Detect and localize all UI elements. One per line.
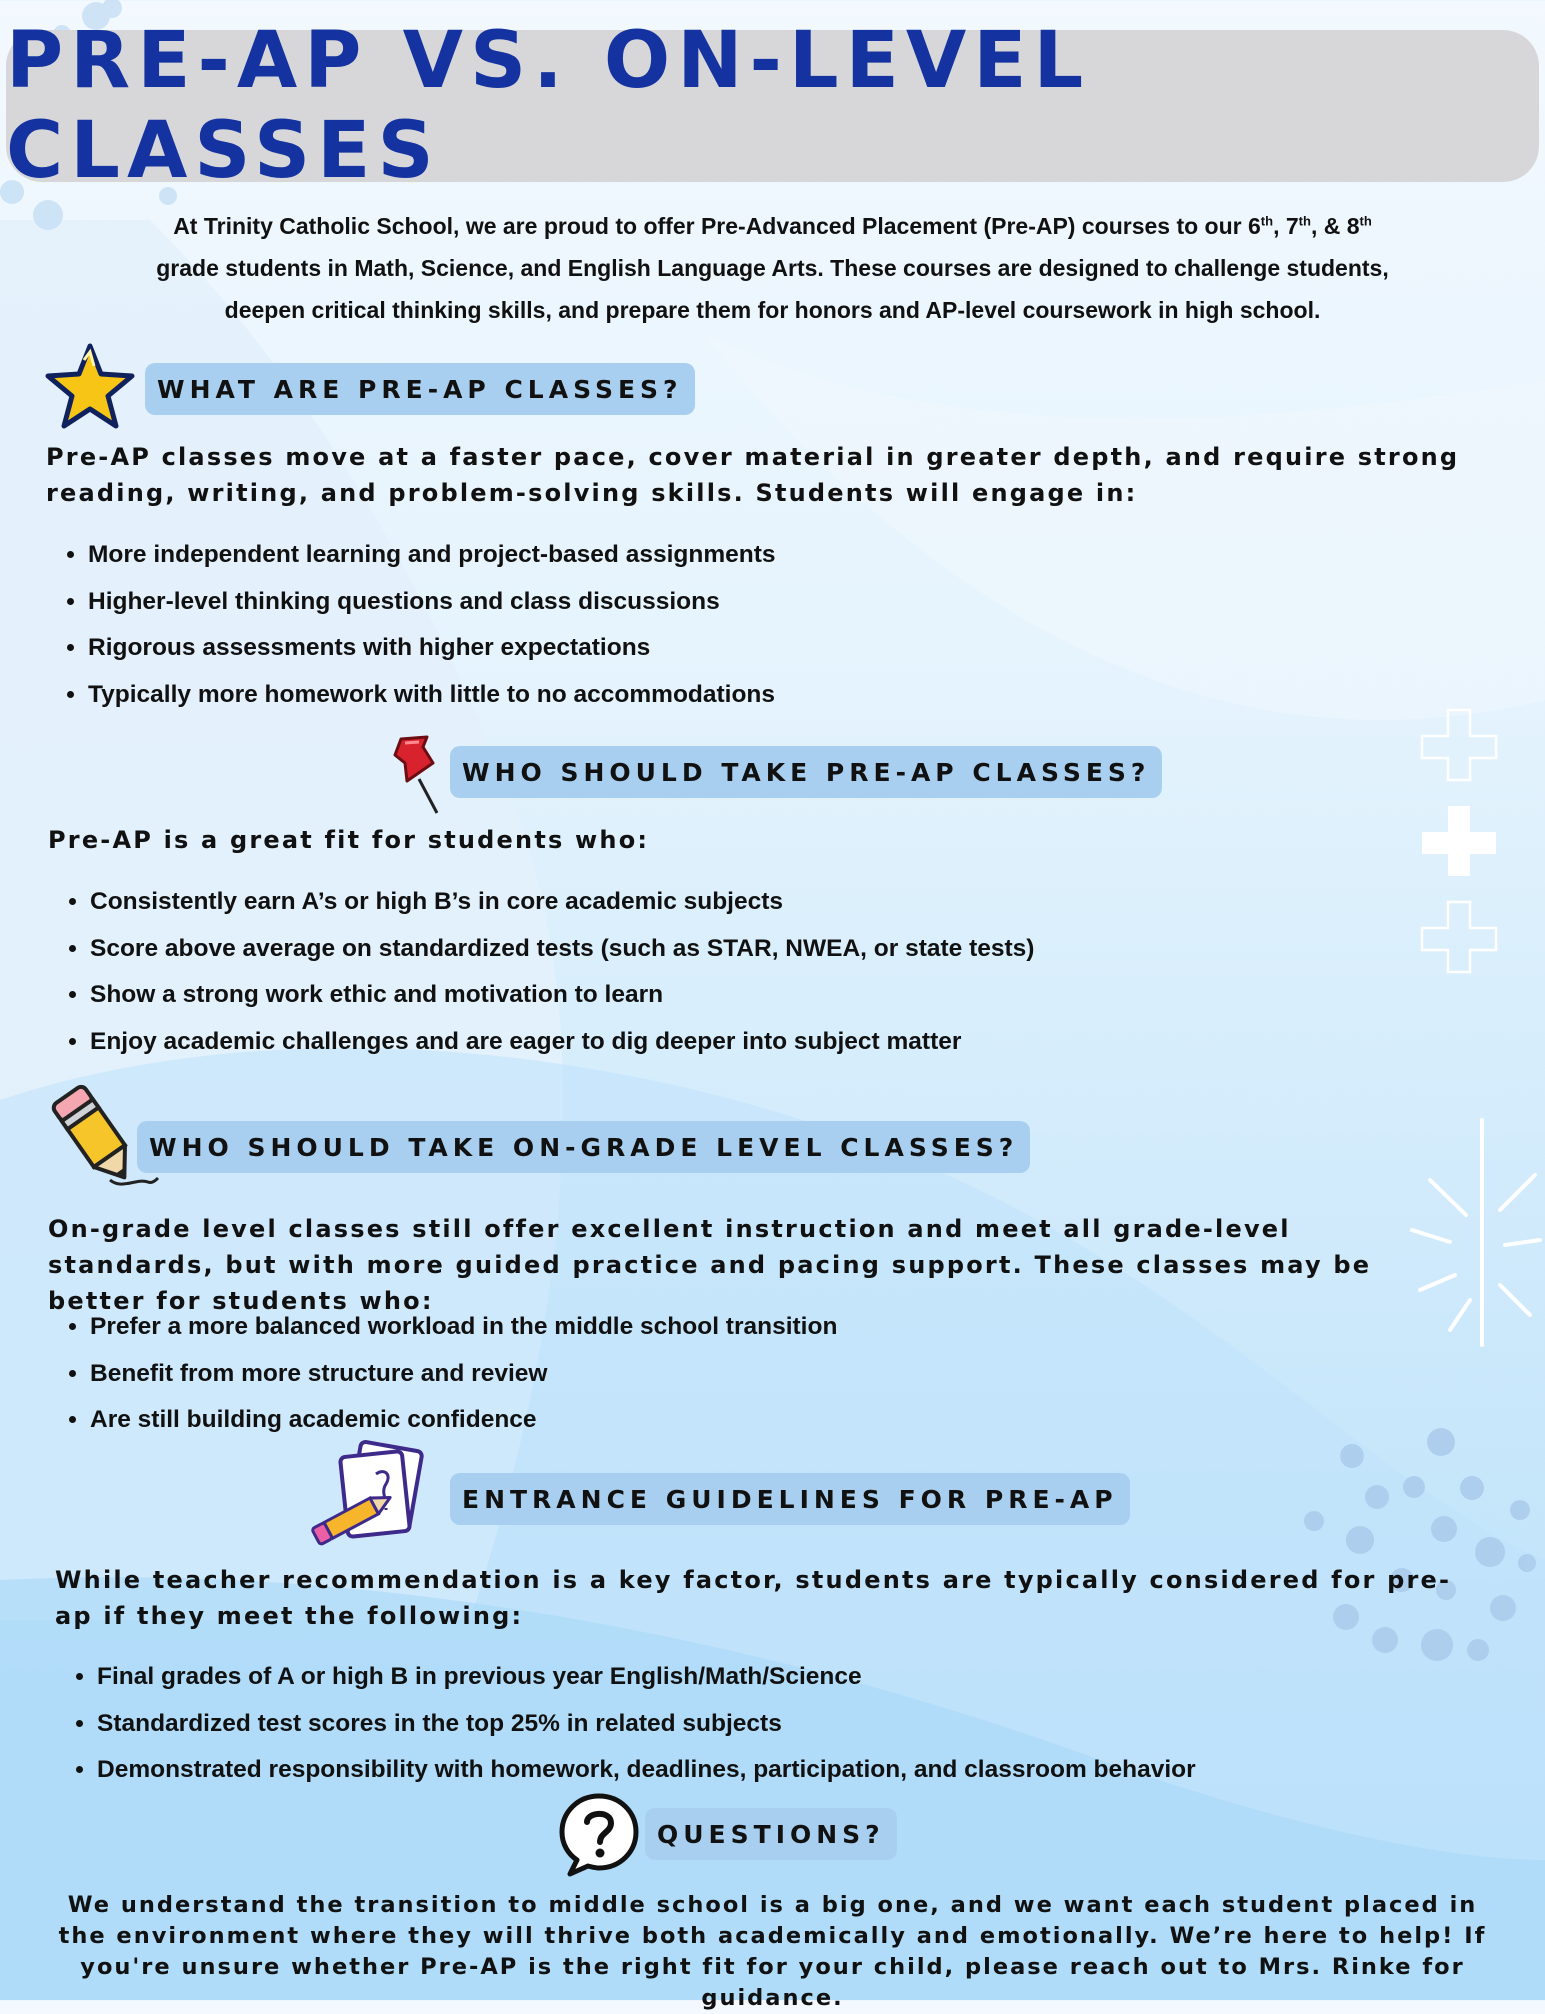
heading-who-onlevel: WHO SHOULD TAKE ON-GRADE LEVEL CLASSES? bbox=[137, 1121, 1030, 1173]
title-banner bbox=[6, 16, 1539, 196]
pencil-icon bbox=[40, 1082, 160, 1188]
page-title: PRE-AP VS. ON-LEVEL CLASSES bbox=[6, 16, 1091, 196]
list-item: • Benefit from more structure and review bbox=[90, 1351, 1490, 1398]
list-item: • Score above average on standardized tests (such as STAR, NWEA, or state tests) bbox=[90, 926, 1490, 973]
entrance-paragraph: While teacher recommendation is a key factor, students are typically considered for pre-ap if they meet the following: bbox=[55, 1566, 1452, 1630]
list-item: • Typically more homework with little to no accommodations bbox=[88, 672, 1488, 719]
who-onlevel-bullets bbox=[48, 1304, 1490, 1444]
heading-questions: QUESTIONS? bbox=[645, 1808, 897, 1860]
intro-line-2: grade students in Math, Science, and English Language Arts. These courses are designed to challenge students, bbox=[156, 255, 1389, 281]
list-item: • Demonstrated responsibility with homework, deadlines, participation, and classroom behavior bbox=[97, 1747, 1537, 1794]
heading-what-are-preap: WHAT ARE PRE-AP CLASSES? bbox=[145, 363, 695, 415]
heading-who-preap: WHO SHOULD TAKE PRE-AP CLASSES? bbox=[450, 746, 1162, 798]
pushpin-icon bbox=[393, 733, 447, 815]
what-bullets bbox=[46, 532, 1488, 718]
heading-entrance-guidelines: ENTRANCE GUIDELINES FOR PRE-AP bbox=[450, 1473, 1130, 1525]
who-preap-bullets bbox=[48, 879, 1490, 1065]
list-item: • Are still building academic confidence bbox=[90, 1397, 1490, 1444]
list-item: • Consistently earn A’s or high B’s in core academic subjects bbox=[90, 879, 1490, 926]
intro-paragraph bbox=[100, 205, 1445, 331]
who-onlevel-paragraph: On-grade level classes still offer excellent instruction and meet all grade-level standards, but with more guided practice and pacing support. These classes may be better for students who: bbox=[48, 1215, 1372, 1315]
list-item: • Final grades of A or high B in previous year English/Math/Science bbox=[97, 1654, 1537, 1701]
entrance-bullets bbox=[55, 1654, 1537, 1794]
pencil-paper-icon bbox=[300, 1440, 440, 1552]
question-bubble-icon bbox=[558, 1792, 640, 1876]
who-preap-paragraph: Pre-AP is a great fit for students who: bbox=[48, 826, 650, 854]
intro-line-1: At Trinity Catholic School, we are proud to offer Pre-Advanced Placement (Pre-AP) courses to our 6th, 7th, & 8th bbox=[173, 213, 1372, 239]
intro-line-3: deepen critical thinking skills, and prepare them for honors and AP-level coursework in high school. bbox=[224, 297, 1321, 323]
list-item: • Standardized test scores in the top 25% in related subjects bbox=[97, 1701, 1537, 1748]
list-item: • Prefer a more balanced workload in the middle school transition bbox=[90, 1304, 1490, 1351]
list-item: • More independent learning and project-based assignments bbox=[88, 532, 1488, 579]
closing-paragraph: We understand the transition to middle school is a big one, and we want each student placed in the environment where they will thrive both academically and emotionally. We’re here to help! If you're unsure whether Pre-AP is the right fit for your child, please reach out to Mrs. Rinke for guidance. bbox=[58, 1892, 1487, 2011]
what-paragraph: Pre-AP classes move at a faster pace, cover material in greater depth, and require strong reading, writing, and problem-solving skills. Students will engage in: bbox=[46, 443, 1460, 507]
list-item: • Higher-level thinking questions and class discussions bbox=[88, 579, 1488, 626]
list-item: • Enjoy academic challenges and are eager to dig deeper into subject matter bbox=[90, 1019, 1490, 1066]
list-item: • Show a strong work ethic and motivation to learn bbox=[90, 972, 1490, 1019]
list-item: • Rigorous assessments with higher expectations bbox=[88, 625, 1488, 672]
star-icon bbox=[44, 342, 136, 430]
